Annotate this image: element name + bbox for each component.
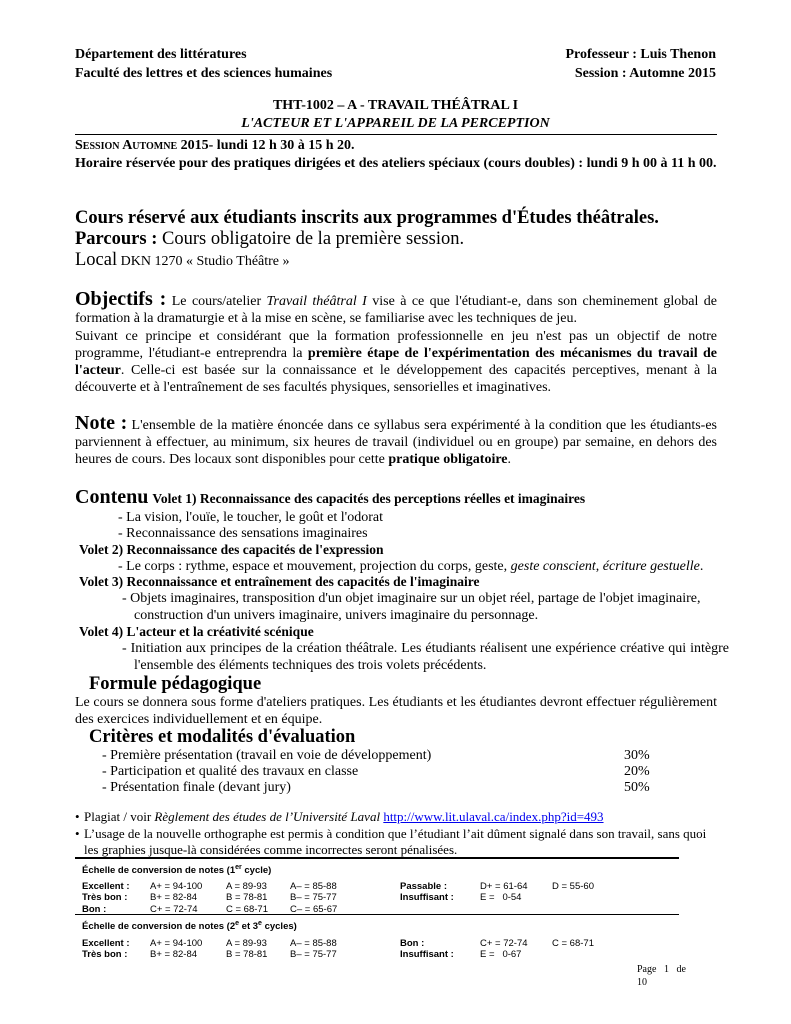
criteres-pct-1: 30%	[624, 748, 650, 763]
volet3-item: - Objets imaginaires, transposition d'un objet imaginaire sur un objet réel, partage de l'objet imaginaire, construction d'un univers imaginaire, univers imaginaire du personnage.	[122, 591, 701, 623]
volet1-title: Volet 1) Reconnaissance des capacités des perceptions réelles et imaginaires	[152, 491, 586, 506]
schedule: Horaire réservée pour des pratiques dirigées et des ateliers spéciaux (cours doubles) : lundi 9 h 00 à 11 h 00.	[75, 156, 717, 171]
objectifs-p1b: Travail théâtral I	[266, 294, 367, 309]
criteres-pct-3: 50%	[624, 780, 650, 795]
header-faculty: Faculté des lettres et des sciences humaines	[75, 66, 333, 81]
volet2-item-b: geste conscient	[510, 559, 596, 574]
course-title: THT-1002 – A - TRAVAIL THÉÂTRAL I	[272, 98, 519, 113]
note	[75, 412, 718, 468]
header-session: Session : Automne 2015	[574, 66, 716, 81]
parcours-text: Cours obligatoire de la première session.	[157, 229, 465, 249]
note-text-a: L'ensemble de la matière énoncée dans ce syllabus sera expérimenté à la condition que les étudiants-es parviennent à effectuer, au minimum, six heures de travail (individuel ou en groupe) par semaine, en dehors des heures de cours. Des locaux sont disponibles pour cette	[75, 418, 718, 467]
local-text: DKN 1270 « Studio Théâtre »	[117, 254, 290, 269]
scale2	[82, 918, 672, 961]
criteres-item-2: - Participation et qualité des travaux en classe	[102, 764, 359, 779]
objectifs-p2b: première étape de l'expérimentation des mécanismes du travail de l'acteur	[75, 346, 717, 378]
objectifs-p1c: vise à ce que l'étudiant-e, dans son cheminement global de formation à la dramaturgie et à la mise en scène, se familiarise avec les techniques de jeu.	[75, 294, 718, 326]
formule-heading: Formule pédagogique	[89, 674, 262, 694]
criteres-item-1: - Première présentation (travail en voie de développement)	[102, 748, 432, 763]
scale2-row: Très bon : B+ = 82-84 B = 78-81 B– = 75-77 Insuffisant : E = 0-67	[82, 949, 522, 961]
volet2-item-a: - Le corps : rythme, espace et mouvement, projection du corps, geste,	[118, 559, 511, 574]
session-line	[75, 137, 355, 154]
volet1-item-1: - La vision, l'ouïe, le toucher, le goût et l'odorat	[118, 510, 383, 525]
scale2-row: Excellent : A+ = 94-100 A = 89-93 A– = 85-88 Bon : C+ = 72-74 C = 68-71	[82, 937, 594, 949]
scale2-title: Échelle de conversion de notes (2e et 3e cycles)	[82, 920, 297, 933]
objectifs	[75, 288, 718, 327]
volet2-item-d: écriture gestuelle	[602, 559, 700, 574]
title-rule	[75, 134, 717, 135]
course-subtitle: L'ACTEUR ET L'APPAREIL DE LA PERCEPTION	[241, 116, 550, 131]
page-number	[637, 963, 686, 989]
volet2-item-e: .	[699, 559, 704, 574]
session-caps: Session Automne	[75, 138, 178, 153]
parcours-label: Parcours :	[75, 229, 158, 249]
objectifs-p1a: Le cours/atelier	[166, 294, 267, 309]
reserved-line: Cours réservé aux étudiants inscrits aux programmes d'Études théâtrales.	[75, 208, 659, 228]
local-label: Local	[75, 250, 118, 270]
plagiat-b: Règlement des études de l’Université Laval	[154, 809, 381, 824]
plagiat-a: Plagiat / voir	[84, 809, 155, 824]
parcours-line	[75, 229, 464, 250]
criteres-pct-2: 20%	[624, 764, 650, 779]
volet4-title: Volet 4) L'acteur et la créativité scénique	[79, 624, 314, 639]
criteres-item-3: - Présentation finale (devant jury)	[102, 780, 291, 795]
local-line	[75, 250, 290, 271]
objectifs-p2a: Suivant ce principe et considérant que la formation professionnelle en jeu n'est pas un objectif de notre programme, l'étudiant-e entreprendra la	[75, 329, 717, 361]
criteres-heading: Critères et modalités d'évaluation	[89, 727, 356, 747]
volet1-item-2: - Reconnaissance des sensations imaginaires	[118, 526, 368, 541]
contenu-label: Contenu	[75, 486, 149, 508]
objectifs-p2	[75, 328, 717, 396]
scale1	[82, 862, 672, 915]
volet2-title: Volet 2) Reconnaissance des capacités de l'expression	[79, 542, 384, 557]
ortho-note: • L’usage de la nouvelle orthographe est permis à condition que l’étudiant l’ait dûment signalé dans son travail, sans quoi les graphies jusque-là considérées comme incorrectes seront pénalisées.	[84, 826, 717, 858]
session-time: 2015- lundi 12 h 30 à 15 h 20.	[177, 138, 355, 153]
volet3-title: Volet 3) Reconnaissance et entraînement des capacités de l'imaginaire	[79, 574, 480, 589]
objectifs-label: Objectifs :	[75, 288, 167, 310]
page-number-total: 10	[637, 977, 647, 988]
formule-text: Le cours se donnera sous forme d'ateliers pratiques. Les étudiants et les étudiantes devront effectuer régulièrement des exercices individuellement et en équipe.	[75, 695, 717, 727]
contenu-heading	[75, 486, 585, 509]
note-label: Note :	[75, 412, 128, 434]
scale1-row: Très bon : B+ = 82-84 B = 78-81 B– = 75-77 Insuffisant : E = 0-54	[82, 892, 522, 904]
header-professor: Professeur : Luis Thenon	[565, 47, 716, 62]
volet4-item: - Initiation aux principes de la création théâtrale. Les étudiants réalisent une expérience créative qui intègre l'ensemble des éléments techniques des trois volets précédents.	[122, 641, 729, 673]
note-text-b: pratique obligatoire	[388, 452, 508, 467]
table-mid-rule	[75, 914, 679, 915]
scale1-row: Excellent : A+ = 94-100 A = 89-93 A– = 85-88 Passable : D+ = 61-64 D = 55-60	[82, 880, 594, 892]
scale1-row: Bon : C+ = 72-74 C = 68-71 C– = 65-67	[82, 903, 338, 915]
page-number-label: Page 1 de	[637, 964, 686, 975]
note-text-c: .	[507, 452, 512, 467]
plagiat-link[interactable]: http://www.lit.ulaval.ca/index.php?id=493	[383, 809, 604, 824]
volet2-item	[118, 558, 703, 575]
table-top-rule	[75, 857, 679, 859]
volet2-item-c: ,	[595, 559, 603, 574]
header-dept: Département des littératures	[75, 47, 247, 62]
objectifs-p2c: . Celle-ci est basée sur la connaissance et le développement des capacités perceptives, menant à la découverte et à l'entraînement de ses facultés physiques, sensorielles et imaginatives.	[75, 363, 717, 395]
scale1-title: Échelle de conversion de notes (1er cycle)	[82, 864, 272, 877]
plagiat-note	[84, 809, 604, 825]
